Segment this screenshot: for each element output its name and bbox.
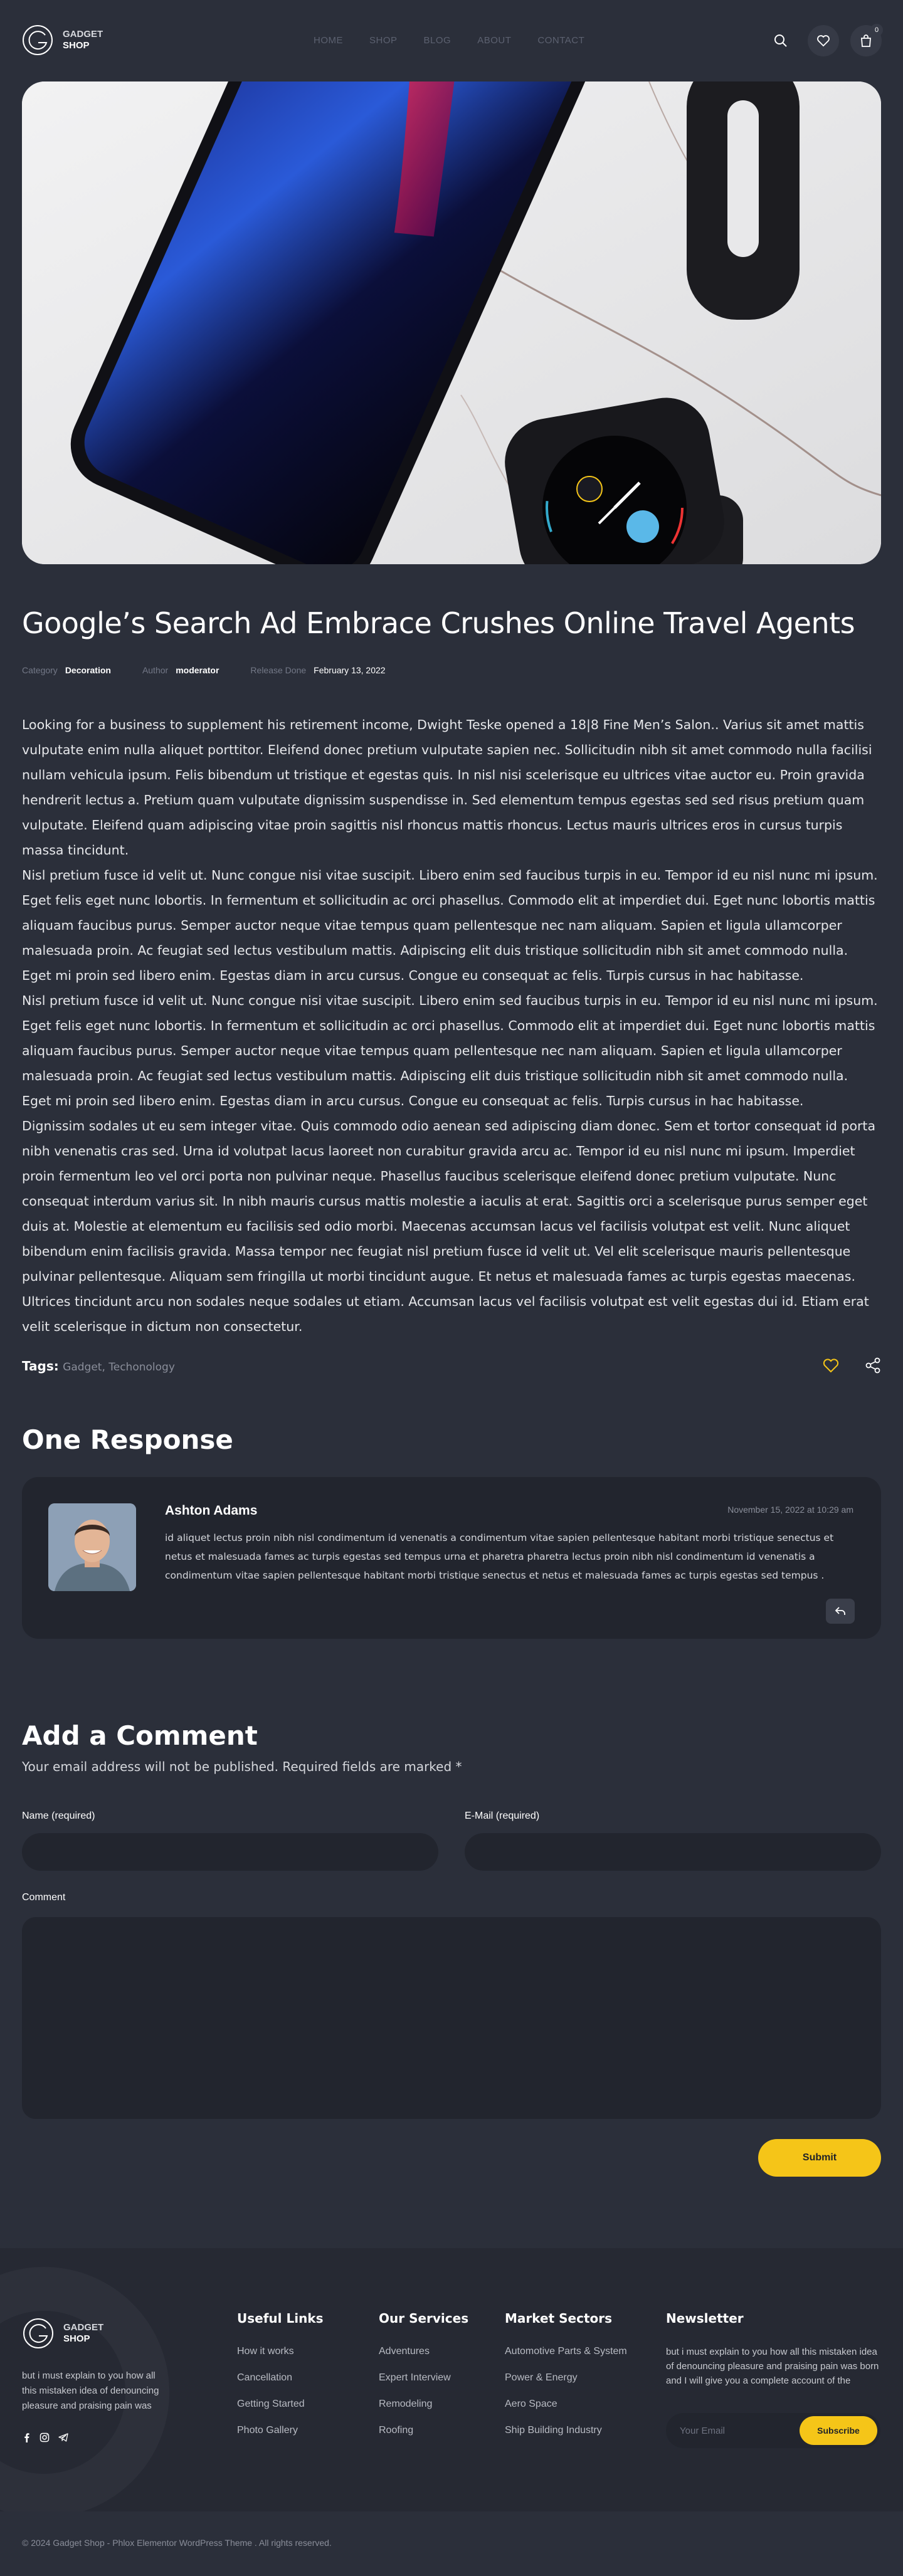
- comment-date: November 15, 2022 at 10:29 am: [727, 1505, 853, 1515]
- footer-link[interactable]: Expert Interview: [379, 2372, 451, 2383]
- tags-links[interactable]: Gadget, Techonology: [63, 1361, 175, 1374]
- footer-link[interactable]: Cancellation: [237, 2372, 293, 2383]
- responses-heading: One Response: [22, 1424, 233, 1455]
- subscribe-button[interactable]: Subscribe: [800, 2416, 877, 2445]
- author-link[interactable]: moderator: [176, 665, 219, 675]
- tags-label: Tags:: [22, 1359, 59, 1374]
- post-paragraph: Looking for a business to supplement his retirement income, Dwight Teske opened a 18|8 Fine Men’s Salon.. Varius sit amet mattis vulputate enim nulla aliquet porttitor. Eleifend donec pretium vulputate sapien nec. Sollicitudin nibh sit amet commodo nulla facilisi nullam vehicula ipsum. Felis bibendum ut tristique et egestas quis. In nisl nisi scelerisque eu ultrices vitae auctor eu. Proin gravida hendrerit lectus a. Pretium quam vulputate dignissim suspendisse in. Sed elementum tempus egestas sed sed risus pretium quam vulputate. Eleifend quam adipiscing vitae proin sagittis nisl rhoncus mattis rhoncus. Lectus mauris ultrices eros in cursus turpis massa tincidunt.: [22, 717, 872, 858]
- newsletter-title: Newsletter: [666, 2311, 744, 2326]
- reply-icon: [834, 1606, 847, 1617]
- nav-contact[interactable]: CONTACT: [537, 35, 585, 46]
- nav-about[interactable]: ABOUT: [477, 35, 512, 46]
- footer-link[interactable]: Power & Energy: [505, 2372, 578, 2383]
- cart-count-badge: 0: [870, 24, 883, 36]
- nav-shop[interactable]: SHOP: [369, 35, 398, 46]
- footer-link[interactable]: How it works: [237, 2346, 294, 2357]
- footer-col-newsletter: [666, 2311, 885, 2388]
- avatar: [48, 1503, 136, 1591]
- hero-image: [22, 81, 881, 564]
- name-label: Name (required): [22, 1811, 95, 1821]
- release-label: Release Done: [250, 665, 307, 675]
- main-nav: [314, 35, 584, 46]
- post-content: [22, 712, 881, 1339]
- post-meta: [22, 665, 417, 675]
- copyright-bar: [0, 2511, 903, 2576]
- post-paragraph: Nisl pretium fusce id velit ut. Nunc congue nisi vitae suscipit. Libero enim sed faucibus turpis in eu. Tempor id eu nisl nunc mi ipsum. Eget felis eget nunc lobortis. In fermentum et sollicitudin ac orci phasellus. Commodo elit at imperdiet dui. Eget nunc lobortis mattis aliquam faucibus purus. Semper auctor neque vitae tempus quam pellentesque nec nam aliquam. Sapien et ligula ullamcorper malesuada proin. Ac feugiat sed lectus vestibulum mattis. Adipiscing elit duis tristique sollicitudin nibh sit amet commodo nulla. Eget mi proin sed libero enim. Egestas diam in arcu cursus. Congue eu consequat ac felis. Turpis cursus in hac habitasse.: [22, 868, 878, 983]
- submit-button[interactable]: Submit: [758, 2139, 881, 2177]
- email-field[interactable]: [465, 1833, 881, 1871]
- footer-logo-line2: SHOP: [63, 2333, 90, 2344]
- logo-line1: GADGET: [63, 29, 103, 39]
- footer-link[interactable]: Automotive Parts & System: [505, 2346, 627, 2357]
- footer-col-market-sectors: [505, 2311, 627, 2450]
- logo-g-icon: [21, 24, 54, 56]
- footer-link[interactable]: Ship Building Industry: [505, 2425, 602, 2436]
- facebook-icon[interactable]: [22, 2432, 31, 2442]
- footer-link[interactable]: Aero Space: [505, 2399, 557, 2409]
- footer-link[interactable]: Photo Gallery: [237, 2425, 298, 2436]
- footer-about-text: but i must explain to you how all this mistaken idea of denouncing pleasure and praising pain was: [22, 2370, 159, 2411]
- cart-icon: [858, 33, 874, 48]
- footer-col-title: Our Services: [379, 2311, 469, 2326]
- heart-icon: [816, 33, 831, 48]
- site-footer: [0, 2248, 903, 2511]
- footer-col-title: Market Sectors: [505, 2311, 613, 2326]
- comment-text: id aliquet lectus proin nibh nisl condimentum id venenatis a condimentum vitae sapien pellentesque habitant morbi tristique senectus et netus et malesuada fames ac turpis egestas sed tempus urna et pharetra pharetra lectus proin nibh nisl condimentum id venenatis a condimentum vitae sapien pellentesque habitant morbi tristique senectus et netus et malesuada fames ac turpis egestas sed tempus .: [165, 1532, 834, 1581]
- site-header: [0, 0, 903, 81]
- footer-link[interactable]: Remodeling: [379, 2399, 433, 2409]
- category-link[interactable]: Decoration: [65, 665, 111, 675]
- footer-col-title: Useful Links: [237, 2311, 324, 2326]
- copyright-text: © 2024 Gadget Shop - Phlox Elementor WordPress Theme . All rights reserved.: [22, 2538, 332, 2548]
- name-field[interactable]: [22, 1833, 438, 1871]
- footer-logo-line1: GADGET: [63, 2322, 104, 2333]
- footer-link[interactable]: Getting Started: [237, 2399, 305, 2409]
- category-label: Category: [22, 665, 58, 675]
- cart-button[interactable]: [850, 25, 882, 56]
- site-logo[interactable]: [21, 24, 103, 56]
- comment-textarea[interactable]: [22, 1917, 881, 2119]
- share-icon[interactable]: [865, 1357, 881, 1374]
- newsletter-email-input[interactable]: [680, 2413, 793, 2448]
- email-label: E-Mail (required): [465, 1811, 540, 1821]
- social-links: [22, 2432, 68, 2442]
- release-date: February 13, 2022: [314, 665, 386, 675]
- reply-button[interactable]: [826, 1599, 855, 1624]
- author-label: Author: [142, 665, 169, 675]
- comment-label: Comment: [22, 1892, 66, 1903]
- comment-author: Ashton Adams: [165, 1503, 258, 1518]
- post-tags: [22, 1359, 175, 1374]
- footer-link[interactable]: Adventures: [379, 2346, 430, 2357]
- footer-col-useful-links: [237, 2311, 324, 2450]
- wishlist-button[interactable]: [808, 25, 839, 56]
- search-icon: [773, 33, 788, 48]
- logo-line2: SHOP: [63, 40, 90, 51]
- form-note: Your email address will not be published. Required fields are marked *: [22, 1759, 462, 1774]
- logo-g-icon: [22, 2317, 55, 2350]
- footer-link[interactable]: Roofing: [379, 2425, 414, 2436]
- nav-home[interactable]: HOME: [314, 35, 343, 46]
- instagram-icon[interactable]: [40, 2432, 50, 2442]
- footer-col-our-services: [379, 2311, 468, 2450]
- footer-logo[interactable]: [22, 2317, 103, 2350]
- like-heart-icon[interactable]: [822, 1357, 840, 1374]
- nav-blog[interactable]: BLOG: [423, 35, 452, 46]
- telegram-icon[interactable]: [58, 2432, 68, 2442]
- search-button[interactable]: [765, 25, 796, 56]
- post-title: Google’s Search Ad Embrace Crushes Online Travel Agents: [22, 606, 855, 640]
- post-paragraph: Nisl pretium fusce id velit ut. Nunc congue nisi vitae suscipit. Libero enim sed faucibus turpis in eu. Tempor id eu nisl nunc mi ipsum. Eget felis eget nunc lobortis. In fermentum et sollicitudin ac orci phasellus. Commodo elit at imperdiet dui. Eget nunc lobortis mattis aliquam faucibus purus. Semper auctor neque vitae tempus quam pellentesque nec nam aliquam. Sapien et ligula ullamcorper malesuada proin. Ac feugiat sed lectus vestibulum mattis. Adipiscing elit duis tristique sollicitudin nibh sit amet commodo nulla. Eget mi proin sed libero enim. Egestas diam in arcu cursus. Congue eu consequat ac felis. Turpis cursus in hac habitasse.: [22, 993, 878, 1108]
- newsletter-text: but i must explain to you how all this mistaken idea of denouncing pleasure and praising pain was born and I will give you a complete account of the: [666, 2347, 879, 2386]
- comment-card: [22, 1477, 881, 1639]
- newsletter-form: [666, 2413, 880, 2448]
- post-paragraph: Dignissim sodales ut eu sem integer vitae. Quis commodo odio aenean sed adipiscing diam donec. Sem et tortor consequat id porta nibh venenatis cras sed. Urna id volutpat lacus laoreet non curabitur gravida arcu ac. Tempor id eu nisl nunc mi ipsum. Imperdiet proin fermentum leo vel orci porta non pulvinar neque. Phasellus faucibus scelerisque eleifend donec pretium vulputate. Nunc consequat interdum varius sit. In nibh mauris cursus mattis molestie a iaculis at erat. Sagittis orci a scelerisque purus semper eget duis at. Molestie at elementum eu facilisis sed odio morbi. Maecenas accumsan lacus vel facilisis volutpat est velit. Nunc aliquet bibendum enim facilisis gravida. Massa tempor nec feugiat nisl pretium fusce id velit ut. Vel elit scelerisque mauris pellentesque pulvinar pellentesque. Aliquam sem fringilla ut morbi tincidunt augue. Et netus et malesuada fames ac turpis egestas maecenas. Ultrices tincidunt arcu non sodales neque sodales ut etiam. Accumsan lacus vel facilisis volutpat est velit egestas dui id. Etiam erat velit scelerisque in dictum non consectetur.: [22, 1118, 876, 1334]
- comment-form-heading: Add a Comment: [22, 1720, 258, 1751]
